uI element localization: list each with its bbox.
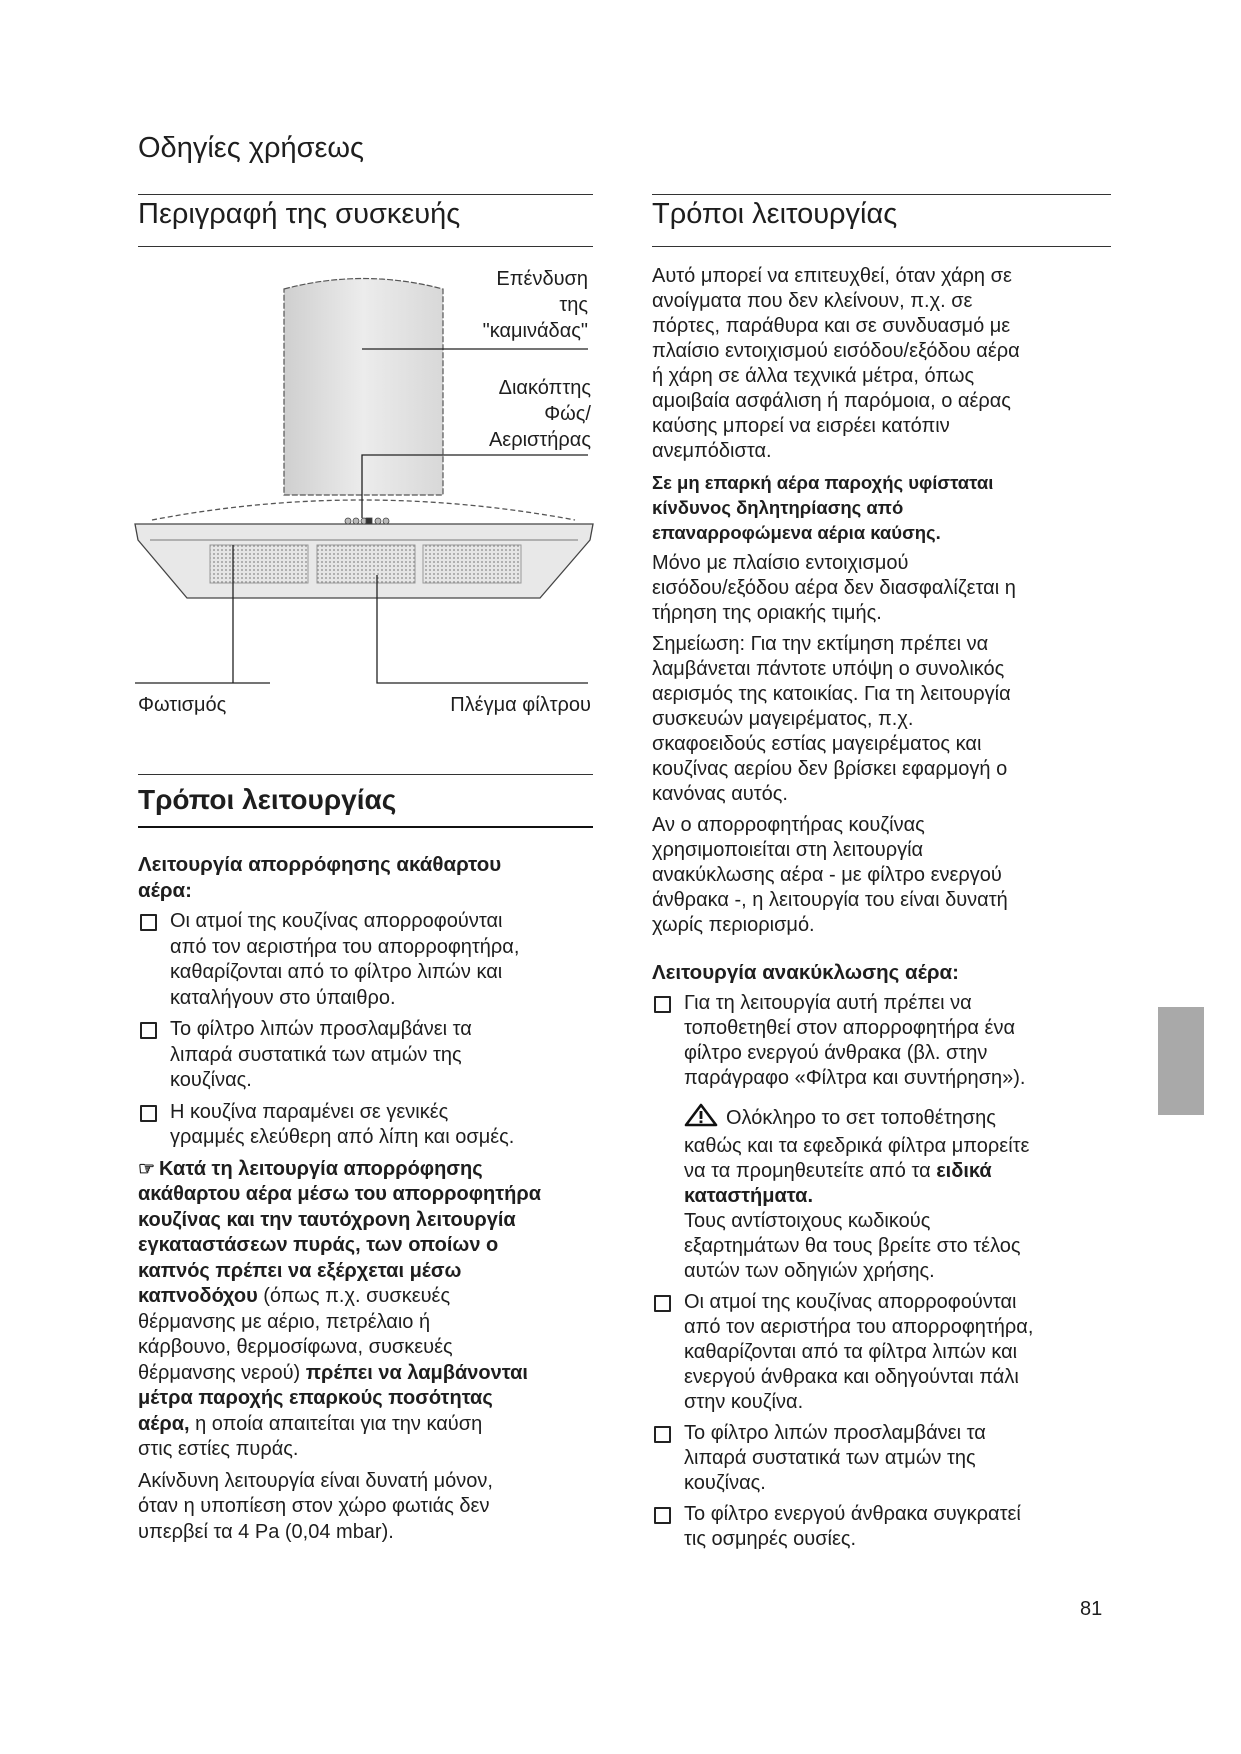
page-number: 81 (1080, 1598, 1103, 1620)
line: κουζίνας και την ταυτόχρονη λειτουργία (138, 1208, 516, 1231)
accessories-caution (684, 1103, 1122, 1284)
text: Ολόκληρο το σετ τοποθέτησης (726, 1107, 996, 1129)
label-line: Διακόπτης (498, 377, 591, 399)
line: άνθρακα -, η λειτουργία του είναι δυνατή (652, 889, 1008, 911)
list-item (652, 1421, 1122, 1496)
list-item (652, 991, 1122, 1284)
line: κάρβουνο, θερμοσίφωνα, συσκευές (138, 1336, 453, 1358)
line: Τους αντίστοιχους κωδικούς (684, 1210, 931, 1232)
line: Το φίλτρο λιπών προσλαμβάνει τα (170, 1018, 472, 1040)
line: κουζίνας αερίου δεν βρίσκει εφαρμογή ο (652, 758, 1008, 780)
line: στην κουζίνα. (684, 1391, 804, 1413)
text: η οποία απαιτείται για την καύση (189, 1412, 483, 1435)
divider (652, 194, 1111, 195)
line: φίλτρο ενεργού άνθρακα (βλ. στην (684, 1042, 988, 1064)
line: Οι ατμοί της κουζίνας απορροφούνται (170, 910, 503, 932)
section-heading-modes: Τρόποι λειτουργίας (138, 784, 397, 815)
list-item (138, 1100, 598, 1151)
line: Αν ο απορροφητήρας κουζίνας (652, 814, 925, 836)
line: Σε μη επαρκή αέρα παροχής υφίσταται (652, 472, 994, 493)
line: αυτών των οδηγιών χρήσης. (684, 1260, 935, 1282)
line: γραμμές ελεύθερη από λίπη και οσμές. (170, 1126, 515, 1148)
line: τις οσμηρές ουσίες. (684, 1528, 857, 1550)
line: υπερβεί τα 4 Pa (0,04 mbar). (138, 1520, 394, 1543)
line: παράγραφο «Φίλτρα και συντήρηση»). (684, 1067, 1026, 1089)
bold-text: ειδικά (936, 1160, 992, 1182)
line: συσκευών μαγειρέματος, π.χ. (652, 708, 914, 730)
list-item (138, 909, 598, 1011)
chimney-fire-note (138, 1157, 598, 1463)
paragraph (652, 813, 1122, 938)
line: ακάθαρτου αέρα μέσω του απορροφητήρα (138, 1183, 542, 1205)
section-heading-description: Περιγραφή της συσκευής (138, 198, 461, 230)
label-line: Επένδυση (496, 268, 588, 290)
list-item (652, 1290, 1122, 1415)
line: από τον αεριστήρα του απορροφητήρα, (684, 1316, 1034, 1338)
checkbox-bullet-icon (140, 1105, 157, 1122)
label-lighting: Φωτισμός (138, 694, 227, 716)
text: (όπως π.χ. συσκευές (257, 1285, 451, 1307)
line: κουζίνας. (684, 1472, 766, 1494)
line: τοποθετηθεί στον απορροφητήρα ένα (684, 1017, 1016, 1039)
line: Οι ατμοί της κουζίνας απορροφούνται (684, 1291, 1017, 1313)
label-line: Αεριστήρας (488, 429, 591, 451)
safe-operation-paragraph (138, 1469, 598, 1546)
line: ή χάρη σε άλλα τεχνικά μέτρα, όπως (652, 365, 975, 387)
line: ανοίγματα που δεν κλείνουν, π.χ. σε (652, 290, 973, 312)
line: από τον αεριστήρα του απορροφητήρα, (170, 935, 520, 958)
line: καύσης μπορεί να εισρέει κατόπιν (652, 415, 950, 437)
line: Το φίλτρο ενεργού άνθρακα συγκρατεί (684, 1503, 1021, 1525)
paragraph (652, 551, 1122, 626)
line: πόρτες, παράθυρα και σε συνδυασμό με (652, 315, 1011, 337)
line: Αυτό μπορεί να επιτευχθεί, όταν χάρη σε (652, 265, 1012, 287)
section-thumb-tab (1158, 1007, 1204, 1115)
line: Σημείωση: Για την εκτίμηση πρέπει να (652, 633, 989, 655)
document-title: Οδηγίες χρήσεως (138, 132, 365, 164)
text: να τα προμηθευτείτε από τα (684, 1160, 937, 1182)
line: σκαφοειδούς εστίας μαγειρέματος και (652, 733, 982, 755)
line: Ακίνδυνη λειτουργία είναι δυνατή μόνον, (138, 1469, 493, 1492)
line: όταν η υποπίεση στον χώρο φωτιάς δεν (138, 1495, 490, 1517)
divider (652, 246, 1111, 247)
checkbox-bullet-icon (654, 1507, 671, 1524)
line: Το φίλτρο λιπών προσλαμβάνει τα (684, 1422, 986, 1444)
exhaust-mode-heading (138, 852, 598, 903)
paragraph (652, 632, 1122, 807)
line: Λειτουργία απορρόφησης ακάθαρτου (138, 853, 502, 876)
line: τήρηση της οριακής τιμής. (652, 602, 882, 624)
line: καταστήματα. (684, 1185, 814, 1207)
line: αέρα: (138, 878, 192, 902)
line: Μόνο με πλαίσιο εντοιχισμού (652, 552, 909, 574)
line: ενεργού άνθρακα και οδηγούνται πάλι (684, 1366, 1019, 1388)
line: καθώς και τα εφεδρικά φίλτρα μπορείτε (684, 1135, 1030, 1157)
list-item (138, 1017, 598, 1094)
line: κανόνας αυτός. (652, 783, 788, 805)
list-item (652, 1502, 1122, 1552)
right-column-body (652, 264, 1122, 1558)
label-line: της (559, 294, 588, 316)
line: Για τη λειτουργία αυτή πρέπει να (684, 992, 972, 1014)
line: αερισμός της κατοικίας. Για τη λειτουργία (652, 683, 1011, 705)
line: εξαρτημάτων θα τους βρείτε στο τέλος (684, 1235, 1021, 1257)
pointing-hand-icon: ☞ (138, 1158, 156, 1180)
line: χρησιμοποιείται στη λειτουργία (652, 839, 924, 861)
line: θέρμανσης με αέριο, πετρέλαιο ή (138, 1310, 431, 1333)
checkbox-bullet-icon (140, 1022, 157, 1039)
line: πλαίσιο εντοιχισμού εισόδου/εξόδου αέρα (652, 340, 1020, 362)
bold-text: καπνοδόχου (138, 1285, 258, 1307)
line: στις εστίες πυράς. (138, 1438, 299, 1460)
line: λαμβάνεται πάντοτε υπόψη ο συνολικός (652, 658, 1005, 680)
line: καθαρίζονται από τα φίλτρα λιπών και (684, 1341, 1018, 1363)
line: καπνός πρέπει να εξέρχεται μέσω (138, 1259, 462, 1282)
label-line: Φώς/ (544, 403, 591, 425)
label-line: "καμινάδας" (482, 320, 588, 342)
line: ανεμπόδιστα. (652, 440, 772, 462)
line: Η κουζίνα παραμένει σε γενικές (170, 1100, 449, 1123)
recirculation-heading: Λειτουργία ανακύκλωσης αέρα: (652, 961, 959, 984)
line: κίνδυνος δηλητηρίασης από (652, 497, 904, 518)
bold-text: αέρα, (138, 1412, 190, 1435)
line: ανακύκλωσης αέρα - με φίλτρο ενεργού (652, 864, 1002, 886)
line: καταλήγουν στο ύπαιθρο. (170, 986, 396, 1009)
section-heading-modes-right: Τρόποι λειτουργίας (652, 198, 898, 230)
checkbox-bullet-icon (654, 1426, 671, 1443)
line: μέτρα παροχής επαρκούς ποσότητας (138, 1387, 493, 1409)
divider (138, 826, 593, 828)
label-filter-mesh: Πλέγμα φίλτρου (450, 694, 591, 716)
label-light-fan-switch (489, 375, 591, 453)
warning-triangle-icon (684, 1103, 718, 1134)
line: επαναρροφώμενα αέρια καύσης. (652, 522, 941, 543)
line: εισόδου/εξόδου αέρα δεν διασφαλίζεται η (652, 577, 1016, 599)
checkbox-bullet-icon (140, 914, 157, 931)
line: λιπαρά συστατικά των ατμών της (684, 1447, 976, 1469)
left-column-body (138, 852, 598, 1551)
poisoning-warning (652, 470, 1122, 545)
line: εγκαταστάσεων πυράς, των οποίων ο (138, 1234, 499, 1256)
line: λιπαρά συστατικά των ατμών της (170, 1043, 462, 1066)
divider (138, 774, 593, 775)
line: Κατά τη λειτουργία απορρόφησης (159, 1157, 483, 1180)
line: καθαρίζονται από το φίλτρο λιπών και (170, 961, 503, 983)
checkbox-bullet-icon (654, 996, 671, 1013)
text: θέρμανσης νερού) (138, 1361, 306, 1384)
bold-text: πρέπει να λαμβάνονται (305, 1361, 528, 1384)
line: αμοιβαία ασφάλιση ή παρόμοια, ο αέρας (652, 390, 1011, 412)
label-chimney-cover (483, 266, 588, 344)
paragraph (652, 264, 1122, 464)
checkbox-bullet-icon (654, 1295, 671, 1312)
line: κουζίνας. (170, 1069, 252, 1091)
line: χωρίς περιορισμό. (652, 914, 815, 936)
